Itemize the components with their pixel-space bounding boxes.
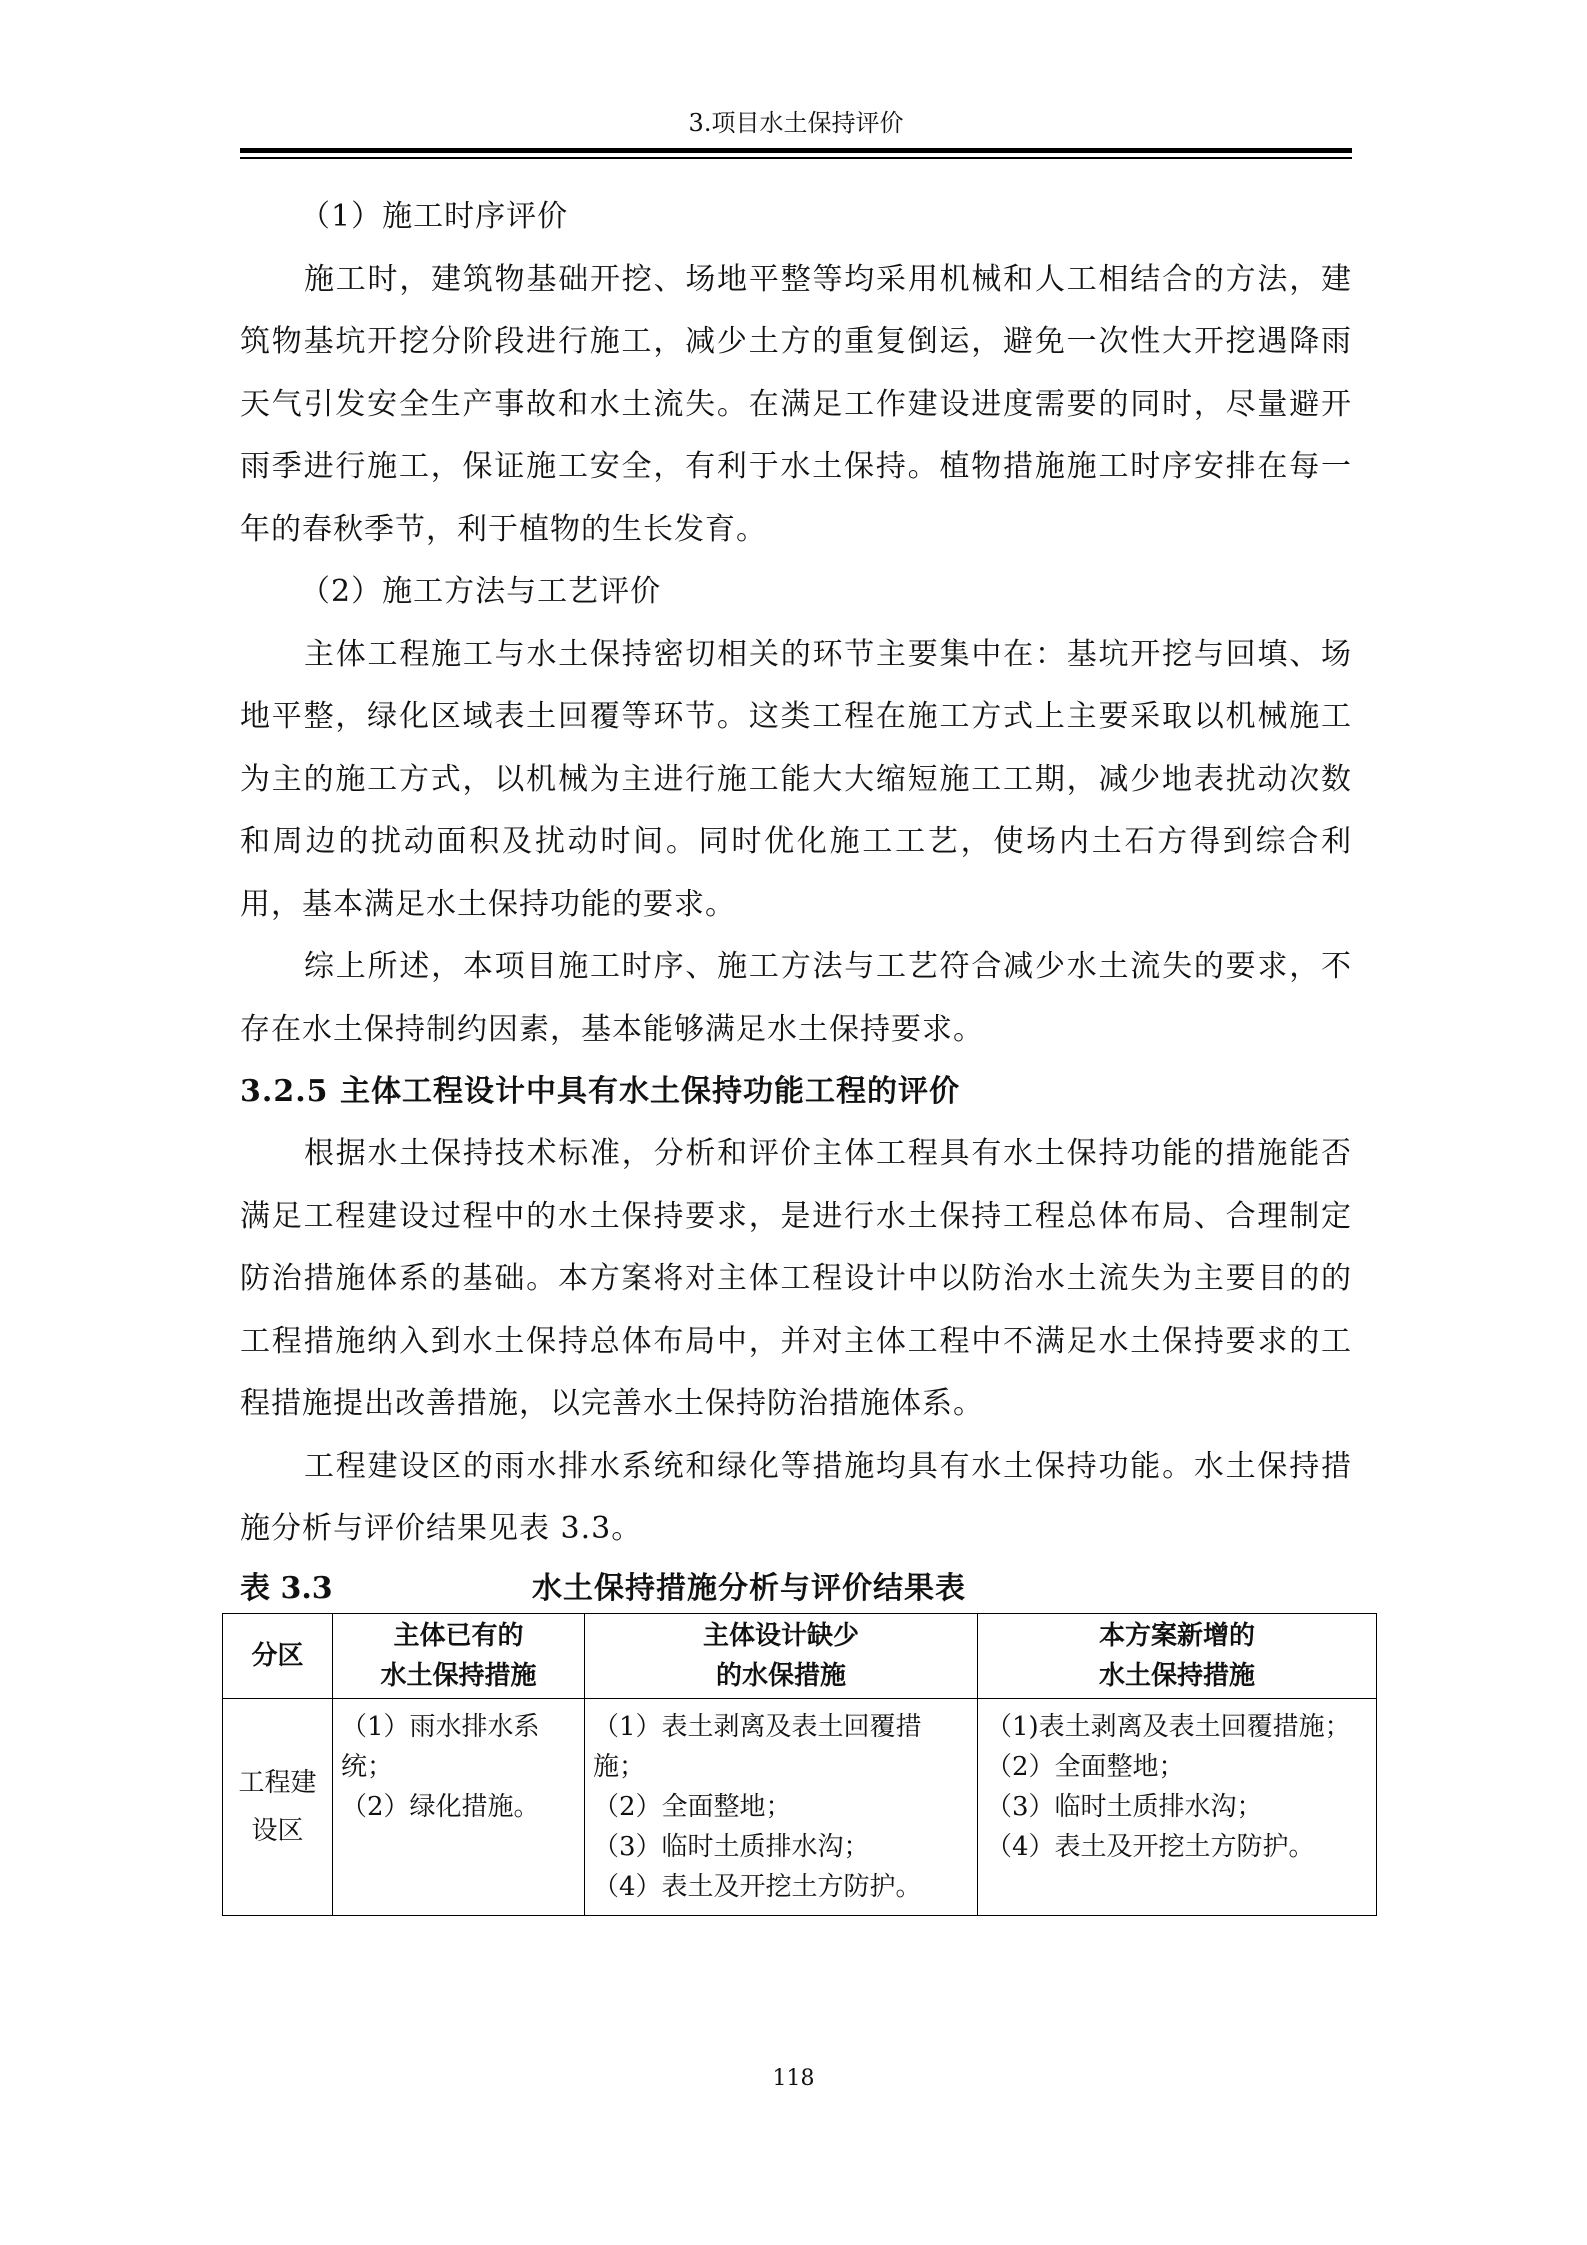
list-item: （4）表土及开挖土方防护。 — [986, 1832, 1315, 1862]
page-number: 118 — [772, 2066, 815, 2091]
header-existing-line1: 主体已有的 — [393, 1621, 524, 1651]
subsection-title-sequence: （1）施工时序评价 — [300, 199, 569, 234]
list-item: （4）表土及开挖土方防护。 — [593, 1872, 922, 1902]
header-zone: 分区 — [223, 1614, 333, 1699]
header-missing — [585, 1614, 978, 1699]
paragraph-summary: 综上所述，本项目施工时序、施工方法与工艺符合减少水土流失的要求，不存在水土保持制约因素，基本能够满足水土保持要求。 — [240, 949, 1352, 1047]
paragraph-table-reference: 工程建设区的雨水排水系统和绿化等措施均具有水土保持功能。水土保持措施分析与评价结果见表 3.3。 — [240, 1448, 1352, 1546]
list-item: （2）全面整地； — [593, 1792, 792, 1822]
header-missing-line2: 的水保措施 — [715, 1661, 846, 1691]
table-row — [223, 1699, 1377, 1916]
header-existing — [333, 1614, 585, 1699]
list-item: （2）全面整地； — [986, 1752, 1185, 1782]
main-content — [240, 186, 1352, 1613]
cell-zone-line1: 工程建 — [238, 1768, 317, 1798]
cell-missing — [585, 1699, 978, 1916]
list-item: （3）临时土质排水沟； — [986, 1792, 1263, 1822]
header-added-line2: 水土保持措施 — [1098, 1661, 1255, 1691]
measures-table — [222, 1613, 1377, 1916]
table-title: 水土保持措施分析与评价结果表 — [532, 1570, 966, 1606]
paragraph-sequence: 施工时，建筑物基础开挖、场地平整等均采用机械和人工相结合的方法，建筑物基坑开挖分阶段进行施工，减少土方的重复倒运，避免一次性大开挖遇降雨天气引发安全生产事故和水土流失。在满足工作建设进度需要的同时，尽量避开雨季进行施工，保证施工安全，有利于水土保持。植物措施施工时序安排在每一年的春秋季节，利于植物的生长发育。 — [240, 261, 1352, 547]
subsection-title-method: （2）施工方法与工艺评价 — [300, 574, 662, 609]
list-item: （1）表土剥离及表土回覆措施； — [593, 1712, 922, 1782]
header-added-line1: 本方案新增的 — [1098, 1621, 1255, 1651]
cell-zone — [223, 1699, 333, 1916]
running-header: 3.项目水土保持评价 — [688, 109, 904, 137]
table-caption — [240, 1569, 1352, 1613]
table-header-row — [223, 1614, 1377, 1699]
header-rule-thin — [240, 157, 1352, 159]
paragraph-evaluation-basis: 根据水土保持技术标准，分析和评价主体工程具有水土保持功能的措施能否满足工程建设过程中的水土保持要求，是进行水土保持工程总体布局、合理制定防治措施体系的基础。本方案将对主体工程设计中以防治水土流失为主要目的的工程措施纳入到水土保持总体布局中，并对主体工程中不满足水土保持要求的工程措施提出改善措施，以完善水土保持防治措施体系。 — [240, 1136, 1352, 1421]
cell-added — [978, 1699, 1377, 1916]
header-missing-line1: 主体设计缺少 — [702, 1621, 859, 1651]
header-existing-line2: 水土保持措施 — [380, 1661, 537, 1691]
section-title: 3.2.5 主体工程设计中具有水土保持功能工程的评价 — [240, 1074, 960, 1109]
cell-existing — [333, 1699, 585, 1916]
list-item: （3）临时土质排水沟； — [593, 1832, 870, 1862]
paragraph-method: 主体工程施工与水土保持密切相关的环节主要集中在：基坑开挖与回填、场地平整，绿化区域表土回覆等环节。这类工程在施工方式上主要采取以机械施工为主的施工方式，以机械为主进行施工能大大缩短施工工期，减少地表扰动次数和周边的扰动面积及扰动时间。同时优化施工工艺，使场内土石方得到综合利用，基本满足水土保持功能的要求。 — [240, 636, 1352, 922]
header-added — [978, 1614, 1377, 1699]
list-item: （1)表土剥离及表土回覆措施； — [986, 1712, 1351, 1742]
cell-zone-line2: 设区 — [251, 1816, 304, 1846]
list-item: （2）绿化措施。 — [341, 1792, 540, 1822]
list-item: （1）雨水排水系统； — [341, 1712, 540, 1782]
header-rule-thick — [240, 148, 1352, 153]
table-label: 表 3.3 — [240, 1570, 333, 1606]
